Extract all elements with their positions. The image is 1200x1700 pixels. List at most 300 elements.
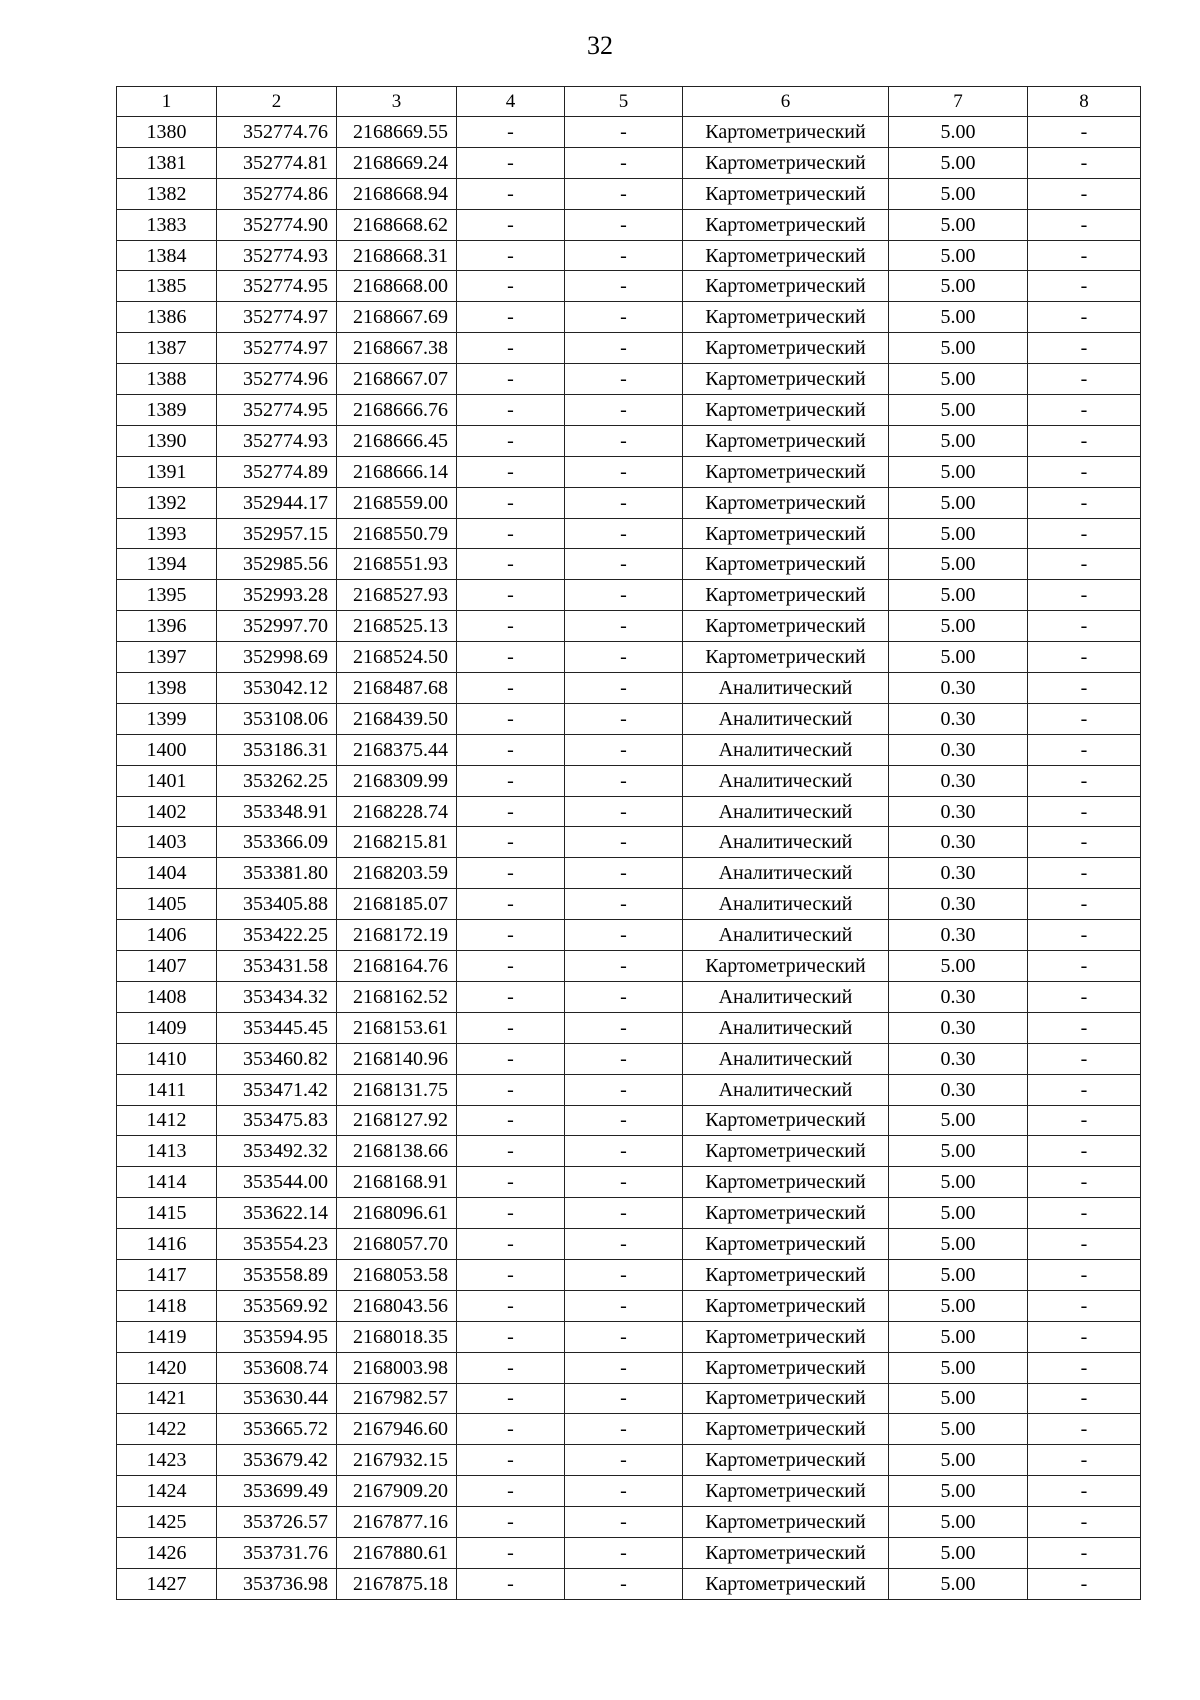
- cell-col-4: -: [457, 1136, 565, 1167]
- cell-y-coordinate: 2168439.50: [337, 703, 457, 734]
- cell-col-5: -: [565, 178, 683, 209]
- cell-col-5: -: [565, 858, 683, 889]
- cell-col-5: -: [565, 765, 683, 796]
- cell-col-4: -: [457, 1167, 565, 1198]
- cell-y-coordinate: 2168550.79: [337, 518, 457, 549]
- cell-col-8: -: [1028, 302, 1141, 333]
- cell-accuracy: 5.00: [889, 456, 1028, 487]
- cell-method: Картометрический: [683, 549, 889, 580]
- table-row: [117, 487, 1141, 518]
- cell-accuracy: 5.00: [889, 1198, 1028, 1229]
- cell-point-number: 1403: [117, 827, 217, 858]
- cell-x-coordinate: 353731.76: [217, 1537, 337, 1568]
- cell-x-coordinate: 353460.82: [217, 1043, 337, 1074]
- cell-point-number: 1391: [117, 456, 217, 487]
- table-row: [117, 1136, 1141, 1167]
- cell-point-number: 1411: [117, 1074, 217, 1105]
- table-row: [117, 703, 1141, 734]
- cell-y-coordinate: 2168172.19: [337, 920, 457, 951]
- cell-col-4: -: [457, 333, 565, 364]
- cell-method: Аналитический: [683, 1074, 889, 1105]
- table-row: [117, 1383, 1141, 1414]
- cell-y-coordinate: 2168203.59: [337, 858, 457, 889]
- column-header-4: 4: [457, 87, 565, 117]
- cell-col-4: -: [457, 117, 565, 148]
- cell-col-5: -: [565, 209, 683, 240]
- cell-col-8: -: [1028, 1383, 1141, 1414]
- table-row: [117, 889, 1141, 920]
- cell-y-coordinate: 2168669.55: [337, 117, 457, 148]
- table-row: [117, 951, 1141, 982]
- cell-point-number: 1408: [117, 981, 217, 1012]
- cell-accuracy: 5.00: [889, 395, 1028, 426]
- cell-point-number: 1390: [117, 425, 217, 456]
- table-row: [117, 1259, 1141, 1290]
- cell-y-coordinate: 2168140.96: [337, 1043, 457, 1074]
- cell-col-4: -: [457, 1321, 565, 1352]
- cell-y-coordinate: 2167875.18: [337, 1568, 457, 1599]
- table-row: [117, 920, 1141, 951]
- cell-col-4: -: [457, 178, 565, 209]
- cell-x-coordinate: 353108.06: [217, 703, 337, 734]
- cell-col-8: -: [1028, 1229, 1141, 1260]
- cell-col-5: -: [565, 1105, 683, 1136]
- table-row: [117, 302, 1141, 333]
- cell-y-coordinate: 2168375.44: [337, 734, 457, 765]
- cell-method: Картометрический: [683, 271, 889, 302]
- cell-col-8: -: [1028, 364, 1141, 395]
- cell-x-coordinate: 352774.97: [217, 302, 337, 333]
- cell-col-4: -: [457, 1259, 565, 1290]
- cell-col-4: -: [457, 920, 565, 951]
- cell-x-coordinate: 353554.23: [217, 1229, 337, 1260]
- cell-col-8: -: [1028, 796, 1141, 827]
- cell-method: Картометрический: [683, 1537, 889, 1568]
- cell-x-coordinate: 352774.89: [217, 456, 337, 487]
- cell-col-5: -: [565, 456, 683, 487]
- cell-col-4: -: [457, 425, 565, 456]
- cell-y-coordinate: 2168666.14: [337, 456, 457, 487]
- cell-col-5: -: [565, 1414, 683, 1445]
- cell-col-5: -: [565, 642, 683, 673]
- cell-x-coordinate: 352998.69: [217, 642, 337, 673]
- cell-x-coordinate: 353431.58: [217, 951, 337, 982]
- cell-col-8: -: [1028, 209, 1141, 240]
- cell-point-number: 1419: [117, 1321, 217, 1352]
- cell-y-coordinate: 2168667.38: [337, 333, 457, 364]
- cell-col-8: -: [1028, 1167, 1141, 1198]
- cell-x-coordinate: 353726.57: [217, 1507, 337, 1538]
- cell-x-coordinate: 353405.88: [217, 889, 337, 920]
- cell-x-coordinate: 353348.91: [217, 796, 337, 827]
- cell-point-number: 1409: [117, 1012, 217, 1043]
- cell-method: Аналитический: [683, 858, 889, 889]
- cell-col-8: -: [1028, 1198, 1141, 1229]
- cell-col-8: -: [1028, 1043, 1141, 1074]
- cell-accuracy: 0.30: [889, 827, 1028, 858]
- cell-x-coordinate: 353492.32: [217, 1136, 337, 1167]
- cell-col-5: -: [565, 1167, 683, 1198]
- cell-point-number: 1401: [117, 765, 217, 796]
- cell-x-coordinate: 353434.32: [217, 981, 337, 1012]
- cell-x-coordinate: 352774.96: [217, 364, 337, 395]
- cell-method: Аналитический: [683, 1012, 889, 1043]
- cell-col-4: -: [457, 395, 565, 426]
- cell-col-4: -: [457, 209, 565, 240]
- cell-x-coordinate: 352774.90: [217, 209, 337, 240]
- cell-x-coordinate: 352985.56: [217, 549, 337, 580]
- table-row: [117, 1476, 1141, 1507]
- cell-x-coordinate: 352957.15: [217, 518, 337, 549]
- cell-accuracy: 0.30: [889, 889, 1028, 920]
- cell-accuracy: 0.30: [889, 734, 1028, 765]
- cell-col-8: -: [1028, 1476, 1141, 1507]
- cell-y-coordinate: 2168003.98: [337, 1352, 457, 1383]
- table-row: [117, 1507, 1141, 1538]
- cell-x-coordinate: 353679.42: [217, 1445, 337, 1476]
- cell-method: Аналитический: [683, 765, 889, 796]
- cell-col-4: -: [457, 549, 565, 580]
- column-header-2: 2: [217, 87, 337, 117]
- cell-point-number: 1406: [117, 920, 217, 951]
- cell-col-5: -: [565, 1507, 683, 1538]
- table-row: [117, 642, 1141, 673]
- cell-col-4: -: [457, 889, 565, 920]
- cell-col-5: -: [565, 1352, 683, 1383]
- cell-accuracy: 5.00: [889, 425, 1028, 456]
- cell-col-8: -: [1028, 1537, 1141, 1568]
- table-row: [117, 765, 1141, 796]
- cell-accuracy: 5.00: [889, 951, 1028, 982]
- cell-accuracy: 5.00: [889, 487, 1028, 518]
- table-row: [117, 1537, 1141, 1568]
- cell-method: Картометрический: [683, 1136, 889, 1167]
- cell-x-coordinate: 353186.31: [217, 734, 337, 765]
- cell-point-number: 1407: [117, 951, 217, 982]
- table-row: [117, 1414, 1141, 1445]
- cell-col-8: -: [1028, 549, 1141, 580]
- table-row: [117, 981, 1141, 1012]
- cell-accuracy: 5.00: [889, 117, 1028, 148]
- cell-x-coordinate: 352774.97: [217, 333, 337, 364]
- cell-col-8: -: [1028, 487, 1141, 518]
- cell-y-coordinate: 2168185.07: [337, 889, 457, 920]
- cell-method: Аналитический: [683, 673, 889, 704]
- cell-x-coordinate: 353665.72: [217, 1414, 337, 1445]
- cell-method: Картометрический: [683, 240, 889, 271]
- cell-col-8: -: [1028, 920, 1141, 951]
- cell-point-number: 1393: [117, 518, 217, 549]
- cell-x-coordinate: 353366.09: [217, 827, 337, 858]
- cell-col-4: -: [457, 1229, 565, 1260]
- cell-col-8: -: [1028, 147, 1141, 178]
- cell-col-5: -: [565, 951, 683, 982]
- cell-y-coordinate: 2168559.00: [337, 487, 457, 518]
- cell-col-5: -: [565, 240, 683, 271]
- cell-accuracy: 5.00: [889, 147, 1028, 178]
- cell-y-coordinate: 2168527.93: [337, 580, 457, 611]
- cell-point-number: 1415: [117, 1198, 217, 1229]
- cell-col-8: -: [1028, 981, 1141, 1012]
- cell-point-number: 1399: [117, 703, 217, 734]
- cell-accuracy: 5.00: [889, 1476, 1028, 1507]
- cell-x-coordinate: 352774.76: [217, 117, 337, 148]
- cell-method: Картометрический: [683, 1198, 889, 1229]
- cell-accuracy: 0.30: [889, 765, 1028, 796]
- cell-point-number: 1417: [117, 1259, 217, 1290]
- cell-col-5: -: [565, 1229, 683, 1260]
- cell-accuracy: 5.00: [889, 333, 1028, 364]
- cell-y-coordinate: 2168153.61: [337, 1012, 457, 1043]
- cell-point-number: 1385: [117, 271, 217, 302]
- cell-x-coordinate: 353558.89: [217, 1259, 337, 1290]
- table-row: [117, 456, 1141, 487]
- cell-col-4: -: [457, 765, 565, 796]
- cell-col-8: -: [1028, 827, 1141, 858]
- cell-accuracy: 0.30: [889, 1012, 1028, 1043]
- cell-col-8: -: [1028, 1568, 1141, 1599]
- cell-point-number: 1412: [117, 1105, 217, 1136]
- cell-col-5: -: [565, 673, 683, 704]
- cell-point-number: 1389: [117, 395, 217, 426]
- cell-col-5: -: [565, 1568, 683, 1599]
- cell-accuracy: 0.30: [889, 703, 1028, 734]
- cell-accuracy: 5.00: [889, 611, 1028, 642]
- cell-col-8: -: [1028, 178, 1141, 209]
- cell-method: Картометрический: [683, 333, 889, 364]
- cell-method: Картометрический: [683, 611, 889, 642]
- cell-col-4: -: [457, 364, 565, 395]
- cell-y-coordinate: 2168525.13: [337, 611, 457, 642]
- cell-x-coordinate: 353422.25: [217, 920, 337, 951]
- cell-x-coordinate: 352774.86: [217, 178, 337, 209]
- cell-y-coordinate: 2168524.50: [337, 642, 457, 673]
- column-header-5: 5: [565, 87, 683, 117]
- cell-y-coordinate: 2167932.15: [337, 1445, 457, 1476]
- cell-method: Картометрический: [683, 209, 889, 240]
- cell-col-5: -: [565, 1537, 683, 1568]
- cell-col-4: -: [457, 271, 565, 302]
- cell-col-4: -: [457, 1383, 565, 1414]
- table-row: [117, 518, 1141, 549]
- cell-col-4: -: [457, 1414, 565, 1445]
- table-row: [117, 271, 1141, 302]
- column-header-8: 8: [1028, 87, 1141, 117]
- cell-method: Картометрический: [683, 487, 889, 518]
- table-row: [117, 1445, 1141, 1476]
- cell-point-number: 1384: [117, 240, 217, 271]
- cell-col-5: -: [565, 117, 683, 148]
- cell-col-5: -: [565, 425, 683, 456]
- cell-accuracy: 5.00: [889, 178, 1028, 209]
- cell-method: Картометрический: [683, 425, 889, 456]
- cell-col-5: -: [565, 1198, 683, 1229]
- table-row: [117, 425, 1141, 456]
- cell-col-5: -: [565, 1445, 683, 1476]
- cell-col-5: -: [565, 1136, 683, 1167]
- cell-col-5: -: [565, 796, 683, 827]
- cell-method: Картометрический: [683, 1352, 889, 1383]
- cell-x-coordinate: 352944.17: [217, 487, 337, 518]
- cell-col-4: -: [457, 981, 565, 1012]
- cell-accuracy: 5.00: [889, 1229, 1028, 1260]
- table-row: [117, 147, 1141, 178]
- cell-col-8: -: [1028, 1321, 1141, 1352]
- cell-accuracy: 5.00: [889, 1445, 1028, 1476]
- cell-col-8: -: [1028, 117, 1141, 148]
- cell-point-number: 1388: [117, 364, 217, 395]
- table-row: [117, 1290, 1141, 1321]
- column-header-1: 1: [117, 87, 217, 117]
- cell-y-coordinate: 2167982.57: [337, 1383, 457, 1414]
- table-row: [117, 1568, 1141, 1599]
- cell-method: Картометрический: [683, 1321, 889, 1352]
- cell-x-coordinate: 352993.28: [217, 580, 337, 611]
- cell-method: Картометрический: [683, 1445, 889, 1476]
- cell-col-8: -: [1028, 765, 1141, 796]
- cell-accuracy: 5.00: [889, 1568, 1028, 1599]
- table-row: [117, 1105, 1141, 1136]
- cell-col-8: -: [1028, 395, 1141, 426]
- cell-y-coordinate: 2168162.52: [337, 981, 457, 1012]
- cell-point-number: 1421: [117, 1383, 217, 1414]
- cell-x-coordinate: 353736.98: [217, 1568, 337, 1599]
- cell-y-coordinate: 2168168.91: [337, 1167, 457, 1198]
- cell-col-4: -: [457, 487, 565, 518]
- cell-method: Картометрический: [683, 1229, 889, 1260]
- cell-col-4: -: [457, 1198, 565, 1229]
- cell-point-number: 1386: [117, 302, 217, 333]
- cell-accuracy: 5.00: [889, 364, 1028, 395]
- cell-y-coordinate: 2167909.20: [337, 1476, 457, 1507]
- cell-accuracy: 0.30: [889, 796, 1028, 827]
- table-row: [117, 858, 1141, 889]
- cell-method: Картометрический: [683, 1290, 889, 1321]
- cell-x-coordinate: 353544.00: [217, 1167, 337, 1198]
- cell-col-4: -: [457, 302, 565, 333]
- cell-col-8: -: [1028, 1105, 1141, 1136]
- cell-x-coordinate: 353471.42: [217, 1074, 337, 1105]
- cell-x-coordinate: 353381.80: [217, 858, 337, 889]
- column-header-6: 6: [683, 87, 889, 117]
- table-row: [117, 209, 1141, 240]
- cell-point-number: 1394: [117, 549, 217, 580]
- cell-x-coordinate: 352774.93: [217, 425, 337, 456]
- cell-y-coordinate: 2168551.93: [337, 549, 457, 580]
- cell-method: Картометрический: [683, 580, 889, 611]
- cell-col-4: -: [457, 611, 565, 642]
- cell-point-number: 1383: [117, 209, 217, 240]
- table-header: [117, 87, 1141, 117]
- cell-method: Картометрический: [683, 1507, 889, 1538]
- table-row: [117, 1012, 1141, 1043]
- table-row: [117, 1167, 1141, 1198]
- column-header-7: 7: [889, 87, 1028, 117]
- cell-x-coordinate: 352997.70: [217, 611, 337, 642]
- cell-col-5: -: [565, 734, 683, 765]
- cell-method: Картометрический: [683, 302, 889, 333]
- cell-accuracy: 0.30: [889, 1043, 1028, 1074]
- cell-col-5: -: [565, 395, 683, 426]
- cell-col-5: -: [565, 1012, 683, 1043]
- table-row: [117, 827, 1141, 858]
- cell-accuracy: 5.00: [889, 1259, 1028, 1290]
- cell-col-8: -: [1028, 1414, 1141, 1445]
- cell-y-coordinate: 2168667.07: [337, 364, 457, 395]
- cell-col-5: -: [565, 1321, 683, 1352]
- cell-accuracy: 5.00: [889, 1136, 1028, 1167]
- cell-point-number: 1402: [117, 796, 217, 827]
- cell-col-8: -: [1028, 1290, 1141, 1321]
- cell-accuracy: 5.00: [889, 1414, 1028, 1445]
- cell-col-8: -: [1028, 1507, 1141, 1538]
- cell-y-coordinate: 2168043.56: [337, 1290, 457, 1321]
- cell-x-coordinate: 353608.74: [217, 1352, 337, 1383]
- cell-y-coordinate: 2168096.61: [337, 1198, 457, 1229]
- cell-col-8: -: [1028, 425, 1141, 456]
- cell-method: Картометрический: [683, 1414, 889, 1445]
- cell-col-4: -: [457, 147, 565, 178]
- table-row: [117, 1321, 1141, 1352]
- cell-col-4: -: [457, 1507, 565, 1538]
- cell-col-5: -: [565, 333, 683, 364]
- cell-col-5: -: [565, 1290, 683, 1321]
- cell-point-number: 1423: [117, 1445, 217, 1476]
- cell-col-4: -: [457, 796, 565, 827]
- cell-col-8: -: [1028, 889, 1141, 920]
- table-row: [117, 1074, 1141, 1105]
- cell-accuracy: 0.30: [889, 673, 1028, 704]
- cell-col-4: -: [457, 1012, 565, 1043]
- table-row: [117, 796, 1141, 827]
- cell-accuracy: 0.30: [889, 981, 1028, 1012]
- cell-col-8: -: [1028, 271, 1141, 302]
- cell-method: Аналитический: [683, 981, 889, 1012]
- cell-accuracy: 5.00: [889, 1507, 1028, 1538]
- cell-col-4: -: [457, 734, 565, 765]
- cell-y-coordinate: 2168668.31: [337, 240, 457, 271]
- cell-method: Картометрический: [683, 395, 889, 426]
- cell-y-coordinate: 2168215.81: [337, 827, 457, 858]
- cell-accuracy: 5.00: [889, 1290, 1028, 1321]
- cell-accuracy: 5.00: [889, 271, 1028, 302]
- cell-point-number: 1420: [117, 1352, 217, 1383]
- cell-point-number: 1398: [117, 673, 217, 704]
- cell-col-5: -: [565, 549, 683, 580]
- cell-col-5: -: [565, 1383, 683, 1414]
- cell-col-8: -: [1028, 858, 1141, 889]
- cell-col-4: -: [457, 240, 565, 271]
- cell-col-4: -: [457, 456, 565, 487]
- cell-y-coordinate: 2167877.16: [337, 1507, 457, 1538]
- cell-y-coordinate: 2168164.76: [337, 951, 457, 982]
- cell-method: Аналитический: [683, 920, 889, 951]
- cell-y-coordinate: 2168138.66: [337, 1136, 457, 1167]
- cell-y-coordinate: 2168669.24: [337, 147, 457, 178]
- cell-col-4: -: [457, 1476, 565, 1507]
- cell-col-8: -: [1028, 1074, 1141, 1105]
- cell-method: Картометрический: [683, 642, 889, 673]
- cell-col-5: -: [565, 889, 683, 920]
- cell-method: Аналитический: [683, 703, 889, 734]
- cell-col-8: -: [1028, 580, 1141, 611]
- cell-y-coordinate: 2168666.76: [337, 395, 457, 426]
- cell-col-8: -: [1028, 333, 1141, 364]
- cell-col-8: -: [1028, 456, 1141, 487]
- cell-col-5: -: [565, 1043, 683, 1074]
- cell-col-5: -: [565, 920, 683, 951]
- cell-method: Картометрический: [683, 951, 889, 982]
